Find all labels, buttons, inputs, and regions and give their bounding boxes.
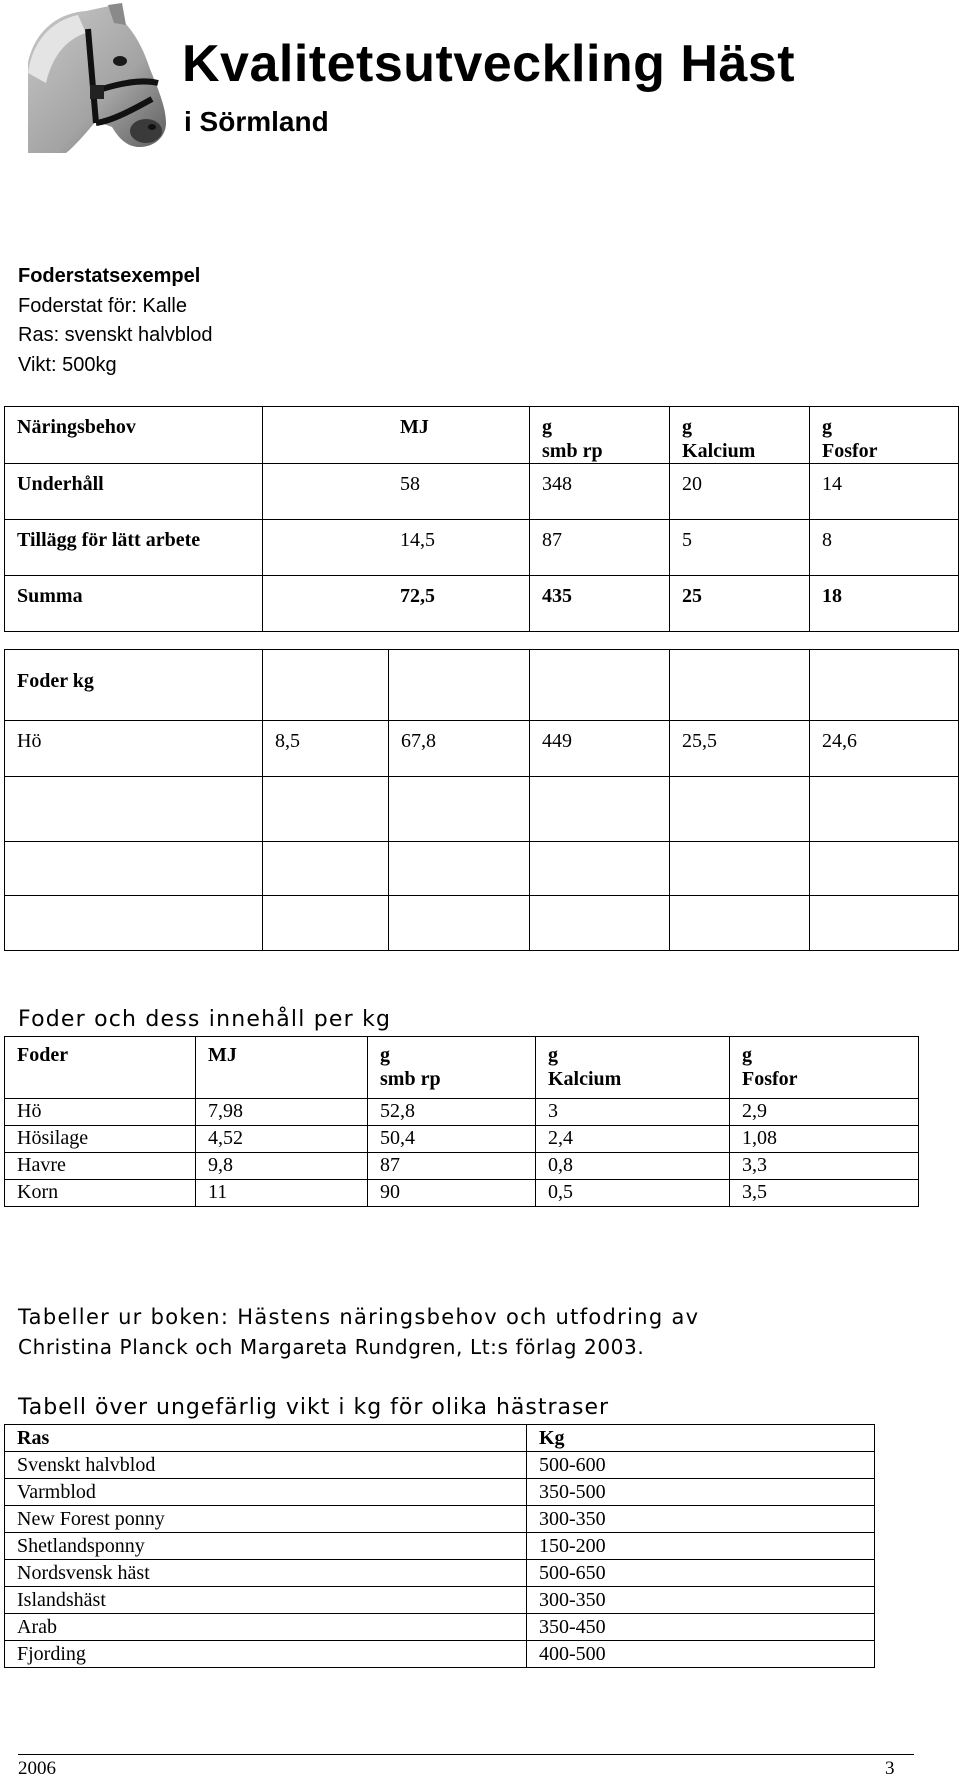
- table-cell: Havre: [5, 1153, 196, 1180]
- brand-title: Kvalitetsutveckling Häst: [182, 35, 796, 93]
- table-cell: [530, 842, 670, 896]
- table-header-cell: Ras: [5, 1425, 527, 1452]
- table-cell: [810, 896, 959, 951]
- table-cell: [263, 896, 389, 951]
- table-row: [5, 1506, 875, 1533]
- table-cell: 9,8: [196, 1153, 368, 1180]
- table-cell: 67,8: [389, 721, 530, 777]
- table-cell: Hösilage: [5, 1126, 196, 1153]
- table-cell: [530, 896, 670, 951]
- table-header-cell: g smb rp: [530, 407, 670, 464]
- table-row: [5, 777, 959, 842]
- table-cell: Varmblod: [5, 1479, 527, 1506]
- table-cell: Underhåll: [5, 464, 263, 520]
- table-row: [5, 1641, 875, 1668]
- table-cell: 400-500: [527, 1641, 875, 1668]
- table-row: [5, 1479, 875, 1506]
- table-cell: 1,08: [730, 1126, 919, 1153]
- table-row: [5, 1533, 875, 1560]
- table-row: [5, 896, 959, 951]
- table-header-cell: MJ: [263, 407, 530, 464]
- table-cell: 52,8: [368, 1099, 536, 1126]
- table-row: [5, 632, 959, 650]
- page-heading: Foderstatsexempel: [18, 265, 201, 287]
- weights-title: Tabell över ungefärlig vikt i kg för olika hästraser: [18, 1395, 610, 1420]
- table-cell: [389, 650, 530, 721]
- weight-line: Vikt: 500kg: [18, 353, 117, 376]
- table-cell: 8: [810, 520, 959, 576]
- table-spacer: [5, 632, 959, 650]
- table-row: [5, 520, 959, 576]
- table-cell: 500-600: [527, 1452, 875, 1479]
- table-cell: 25,5: [670, 721, 810, 777]
- table-cell: Korn: [5, 1180, 196, 1207]
- table-cell: [263, 777, 389, 842]
- table-cell: [530, 777, 670, 842]
- table-cell: Arab: [5, 1614, 527, 1641]
- table-cell: Shetlandsponny: [5, 1533, 527, 1560]
- table-row: [5, 1587, 875, 1614]
- table-cell: Hö: [5, 721, 263, 777]
- table-row: [5, 1153, 919, 1180]
- table-header-cell: g Fosfor: [730, 1037, 919, 1099]
- table-row: [5, 1560, 875, 1587]
- table-header-cell: Kg: [527, 1425, 875, 1452]
- table-cell: Hö: [5, 1099, 196, 1126]
- table-cell: 3,3: [730, 1153, 919, 1180]
- ration-for-line: Foderstat för: Kalle: [18, 294, 187, 317]
- table-row: [5, 1126, 919, 1153]
- table-row: [5, 1180, 919, 1207]
- table-cell: [263, 842, 389, 896]
- table-cell: 7,98: [196, 1099, 368, 1126]
- source-note-line: Christina Planck och Margareta Rundgren, Lt:s förlag 2003.: [18, 1335, 645, 1359]
- table-cell: 150-200: [527, 1533, 875, 1560]
- table-row: [5, 842, 959, 896]
- table-cell: 14,5: [263, 520, 530, 576]
- table-cell: [389, 896, 530, 951]
- table-cell: 8,5: [263, 721, 389, 777]
- table-cell: 20: [670, 464, 810, 520]
- table-row: [5, 650, 959, 721]
- footer-divider: [18, 1754, 914, 1755]
- table-cell: Islandshäst: [5, 1587, 527, 1614]
- table-header-cell: g smb rp: [368, 1037, 536, 1099]
- table-cell: 14: [810, 464, 959, 520]
- table-cell: 3: [536, 1099, 730, 1126]
- table-cell: 449: [530, 721, 670, 777]
- table-cell: 0,8: [536, 1153, 730, 1180]
- table-row: [5, 1452, 875, 1479]
- table-cell: [5, 842, 263, 896]
- table-cell: 87: [368, 1153, 536, 1180]
- table-cell: Fjording: [5, 1641, 527, 1668]
- table-cell: 300-350: [527, 1506, 875, 1533]
- table-cell: 4,52: [196, 1126, 368, 1153]
- table-cell: 5: [670, 520, 810, 576]
- table-cell: 300-350: [527, 1587, 875, 1614]
- table-cell: [530, 650, 670, 721]
- table-cell: 50,4: [368, 1126, 536, 1153]
- table-cell: [389, 777, 530, 842]
- page-number: 3: [885, 1758, 895, 1779]
- table-header-cell: MJ: [196, 1037, 368, 1099]
- table-row: [5, 407, 959, 464]
- source-note-line: Tabeller ur boken: Hästens näringsbehov och utfodring av: [18, 1305, 700, 1329]
- table-row: [5, 576, 959, 632]
- table-cell: 58: [263, 464, 530, 520]
- table-cell: [670, 650, 810, 721]
- table-cell: [810, 842, 959, 896]
- table-row: [5, 1099, 919, 1126]
- table-cell: 350-450: [527, 1614, 875, 1641]
- table-header-cell: g Kalcium: [536, 1037, 730, 1099]
- table-cell: [5, 777, 263, 842]
- table-cell: 500-650: [527, 1560, 875, 1587]
- table-cell: Foder kg: [5, 650, 263, 721]
- horse-logo-image: [26, 3, 168, 153]
- feed-content-table: [4, 1036, 919, 1207]
- table-cell: 2,4: [536, 1126, 730, 1153]
- breed-weights-table: [4, 1424, 875, 1668]
- table-row: [5, 1614, 875, 1641]
- table-cell: 11: [196, 1180, 368, 1207]
- table-cell: 0,5: [536, 1180, 730, 1207]
- table-cell: [389, 842, 530, 896]
- table-cell: 435: [530, 576, 670, 632]
- table-header-cell: g Kalcium: [670, 407, 810, 464]
- brand-subtitle: i Sörmland: [184, 106, 329, 137]
- table-header-cell: g Fosfor: [810, 407, 959, 464]
- table-cell: Svenskt halvblod: [5, 1452, 527, 1479]
- table-cell: 2,9: [730, 1099, 919, 1126]
- table-row: [5, 1425, 875, 1452]
- table-cell: [263, 650, 389, 721]
- table-cell: 3,5: [730, 1180, 919, 1207]
- breed-line: Ras: svenskt halvblod: [18, 324, 213, 346]
- table-row: [5, 1037, 919, 1099]
- table-cell: 18: [810, 576, 959, 632]
- table-cell: Tillägg för lätt arbete: [5, 520, 263, 576]
- table-header-cell: Foder: [5, 1037, 196, 1099]
- table-cell: 350-500: [527, 1479, 875, 1506]
- table-cell: Summa: [5, 576, 263, 632]
- table-row: [5, 721, 959, 777]
- table-cell: [810, 777, 959, 842]
- table-cell: 348: [530, 464, 670, 520]
- table-cell: [810, 650, 959, 721]
- table-cell: Nordsvensk häst: [5, 1560, 527, 1587]
- table-cell: 87: [530, 520, 670, 576]
- table-header-cell: Näringsbehov: [5, 407, 263, 464]
- table-cell: New Forest ponny: [5, 1506, 527, 1533]
- table-cell: 24,6: [810, 721, 959, 777]
- table-cell: [5, 896, 263, 951]
- table-cell: [670, 842, 810, 896]
- table-cell: 90: [368, 1180, 536, 1207]
- table-cell: 25: [670, 576, 810, 632]
- table-cell: [670, 777, 810, 842]
- table-cell: 72,5: [263, 576, 530, 632]
- table-row: [5, 464, 959, 520]
- ration-intro: [18, 262, 213, 380]
- footer-year: 2006: [18, 1758, 56, 1779]
- feed-content-title: Foder och dess innehåll per kg: [18, 1007, 392, 1032]
- table-cell: [670, 896, 810, 951]
- ration-table: [4, 406, 959, 951]
